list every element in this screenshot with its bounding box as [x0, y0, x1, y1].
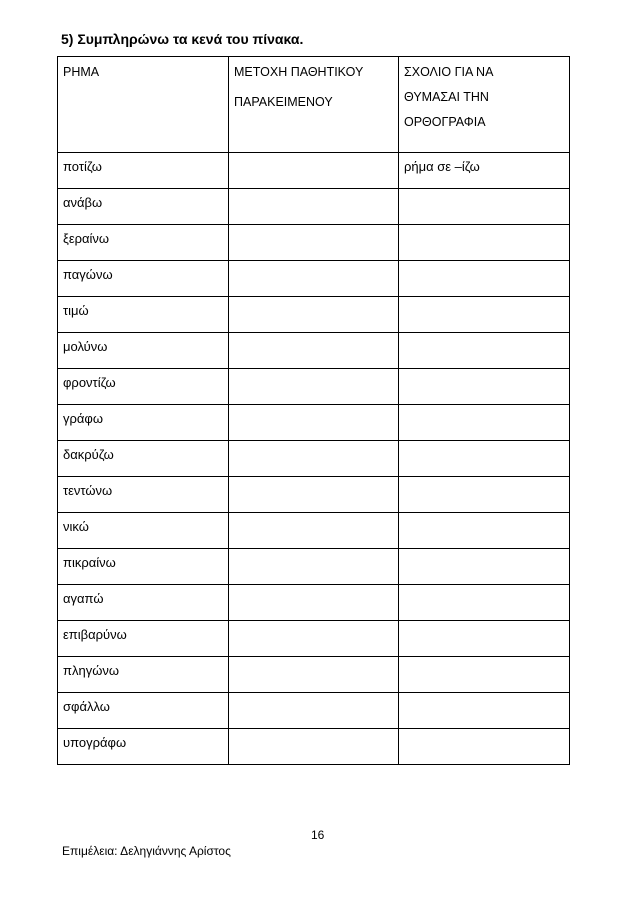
cell-verb: δακρύζω: [58, 441, 229, 477]
cell-participle[interactable]: [229, 513, 399, 549]
cell-comment[interactable]: [399, 729, 570, 765]
header-comment-line3: ΟΡΘΟΓΡΑΦΙΑ: [404, 115, 486, 129]
table-row: [58, 261, 570, 297]
cell-verb: σφάλλω: [58, 693, 229, 729]
table-row: [58, 333, 570, 369]
cell-participle[interactable]: [229, 153, 399, 189]
cell-comment[interactable]: [399, 549, 570, 585]
table-row: [58, 513, 570, 549]
exercise-heading: 5) Συμπληρώνω τα κενά του πίνακα.: [61, 31, 304, 47]
cell-comment[interactable]: [399, 477, 570, 513]
cell-comment[interactable]: [399, 405, 570, 441]
cell-participle[interactable]: [229, 549, 399, 585]
header-comment-line2: ΘΥΜΑΣΑΙ ΤΗΝ: [404, 90, 489, 104]
cell-verb: παγώνω: [58, 261, 229, 297]
cell-verb: γράφω: [58, 405, 229, 441]
cell-verb: πληγώνω: [58, 657, 229, 693]
table-row: [58, 621, 570, 657]
table-row: [58, 441, 570, 477]
cell-comment[interactable]: [399, 693, 570, 729]
header-participle-line2: ΠΑΡΑΚΕΙΜΕΝΟΥ: [234, 95, 333, 109]
header-verb-label: ΡΗΜΑ: [63, 65, 100, 79]
table-row: [58, 657, 570, 693]
cell-participle[interactable]: [229, 225, 399, 261]
cell-participle[interactable]: [229, 189, 399, 225]
footer-credit: Επιμέλεια: Δεληγιάννης Αρίστος: [62, 844, 231, 858]
table-header-row: [58, 57, 570, 153]
cell-verb: επιβαρύνω: [58, 621, 229, 657]
cell-comment[interactable]: [399, 297, 570, 333]
cell-verb: νικώ: [58, 513, 229, 549]
header-participle-line1: ΜΕΤΟΧΗ ΠΑΘΗΤΙΚΟΥ: [234, 65, 364, 79]
header-participle: [229, 57, 399, 153]
cell-participle[interactable]: [229, 621, 399, 657]
cell-comment[interactable]: [399, 513, 570, 549]
cell-verb: ποτίζω: [58, 153, 229, 189]
table-row: [58, 369, 570, 405]
table-row: [58, 693, 570, 729]
cell-comment[interactable]: [399, 657, 570, 693]
table-row: [58, 297, 570, 333]
cell-comment[interactable]: ρήμα σε –ίζω: [399, 153, 570, 189]
cell-verb: ανάβω: [58, 189, 229, 225]
header-verb: [58, 57, 229, 153]
cell-participle[interactable]: [229, 657, 399, 693]
cell-participle[interactable]: [229, 585, 399, 621]
cell-participle[interactable]: [229, 405, 399, 441]
table-row: [58, 189, 570, 225]
table-row: [58, 549, 570, 585]
table-row: [58, 153, 570, 189]
cell-participle[interactable]: [229, 297, 399, 333]
cell-comment[interactable]: [399, 621, 570, 657]
cell-verb: μολύνω: [58, 333, 229, 369]
cell-comment[interactable]: [399, 333, 570, 369]
verb-table: [57, 56, 570, 765]
cell-participle[interactable]: [229, 729, 399, 765]
cell-comment[interactable]: [399, 189, 570, 225]
cell-verb: υπογράφω: [58, 729, 229, 765]
header-comment: [399, 57, 570, 153]
cell-comment[interactable]: [399, 225, 570, 261]
cell-participle[interactable]: [229, 369, 399, 405]
cell-participle[interactable]: [229, 441, 399, 477]
cell-verb: φροντίζω: [58, 369, 229, 405]
table-row: [58, 405, 570, 441]
cell-comment[interactable]: [399, 441, 570, 477]
cell-verb: πικραίνω: [58, 549, 229, 585]
table-row: [58, 585, 570, 621]
cell-comment[interactable]: [399, 369, 570, 405]
cell-verb: αγαπώ: [58, 585, 229, 621]
cell-participle[interactable]: [229, 333, 399, 369]
cell-participle[interactable]: [229, 477, 399, 513]
cell-participle[interactable]: [229, 261, 399, 297]
table-row: [58, 477, 570, 513]
cell-verb: τιμώ: [58, 297, 229, 333]
cell-comment[interactable]: [399, 261, 570, 297]
page-number: 16: [311, 828, 325, 842]
header-comment-line1: ΣΧΟΛΙΟ ΓΙΑ ΝΑ: [404, 65, 494, 79]
table-row: [58, 729, 570, 765]
table-row: [58, 225, 570, 261]
cell-comment[interactable]: [399, 585, 570, 621]
cell-participle[interactable]: [229, 693, 399, 729]
cell-verb: τεντώνω: [58, 477, 229, 513]
cell-verb: ξεραίνω: [58, 225, 229, 261]
